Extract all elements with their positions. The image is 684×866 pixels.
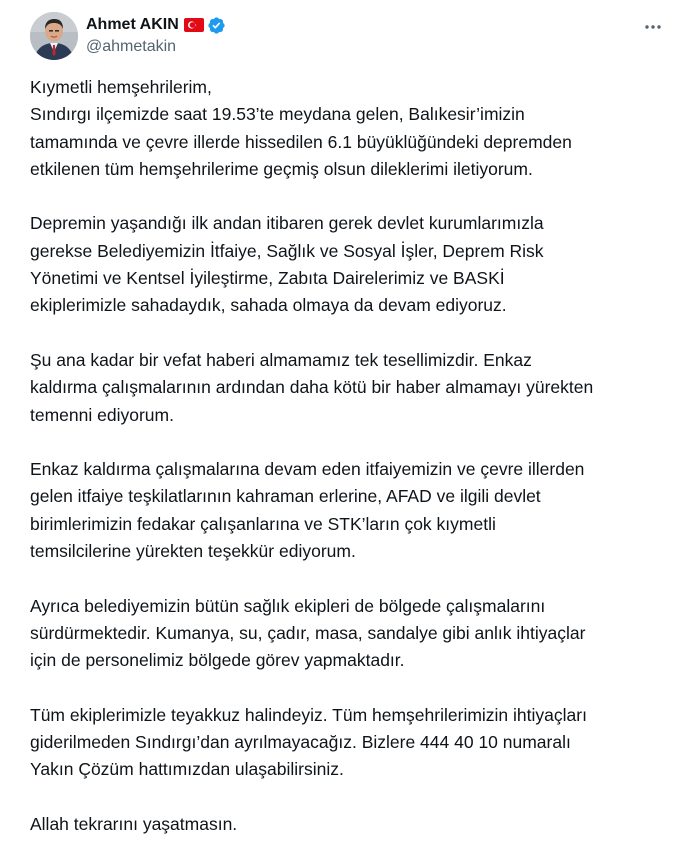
avatar-portrait-icon <box>30 12 78 60</box>
tweet-paragraph <box>30 811 670 838</box>
text-line: Ayrıca belediyemizin bütün sağlık ekipleri de bölgede çalışmalarını <box>30 595 546 616</box>
text-line: tamamında ve çevre illerde hissedilen 6.1 büyüklüğündeki depremden <box>30 131 572 152</box>
tweet-paragraph <box>30 74 670 183</box>
verified-badge-icon[interactable] <box>207 16 226 35</box>
tweet-paragraph <box>30 210 670 319</box>
tweet-paragraph <box>30 593 670 675</box>
text-line: Allah tekrarını yaşatmasın. <box>30 814 238 835</box>
turkey-flag-icon <box>184 18 204 32</box>
text-line: Şu ana kadar bir vefat haberi almamamız tek tesellimizdir. Enkaz <box>30 349 532 370</box>
text-line: ekiplerimizle sahadaydık, sahada olmaya da devam ediyoruz. <box>30 295 507 316</box>
text-line: giderilmeden Sındırgı’dan ayrılmayacağız. Bizlere 444 40 10 numaralı <box>30 732 571 753</box>
author-display-name[interactable]: Ahmet AKIN <box>86 16 179 33</box>
text-line: sürdürmektedir. Kumanya, su, çadır, masa, sandalye gibi anlık ihtiyaçlar <box>30 622 586 643</box>
author-names <box>86 14 226 56</box>
text-line: temsilcilerine yürekten teşekkür ediyorum. <box>30 541 356 562</box>
text-line: gerekse Belediyemizin İtfaiye, Sağlık ve Sosyal İşler, Deprem Risk <box>30 240 544 261</box>
text-line: Sındırgı ilçemizde saat 19.53’te meydana gelen, Balıkesir’imizin <box>30 104 525 125</box>
text-line: gelen itfaiye teşkilatlarının kahraman erlerine, AFAD ve ilgili devlet <box>30 486 541 507</box>
tweet-paragraph <box>30 702 670 784</box>
display-name-row <box>86 14 226 36</box>
text-line: temenni ediyorum. <box>30 404 174 425</box>
tweet-text <box>30 74 670 866</box>
text-line: Depremin yaşandığı ilk andan itibaren gerek devlet kurumlarımızla <box>30 213 544 234</box>
author-handle[interactable]: @ahmetakin <box>86 38 177 55</box>
text-line: Yönetimi ve Kentsel İyileştirme, Zabıta Dairelerimiz ve BASKİ <box>30 268 505 289</box>
tweet-paragraph <box>30 456 670 565</box>
tweet-header <box>30 12 670 62</box>
text-line: Enkaz kaldırma çalışmalarına devam eden itfaiyemizin ve çevre illerden <box>30 459 585 480</box>
text-line: Yakın Çözüm hattımızdan ulaşabilirsiniz. <box>30 759 344 780</box>
text-line: için de personelimiz bölgede görev yapmaktadır. <box>30 650 405 671</box>
text-line: Kıymetli hemşehrilerim, <box>30 77 212 97</box>
avatar[interactable] <box>30 12 78 60</box>
more-options-icon <box>643 17 663 37</box>
text-line: Tüm ekiplerimizle teyakkuz halindeyiz. Tüm hemşehrilerimizin ihtiyaçları <box>30 704 587 725</box>
tweet-paragraph <box>30 347 670 429</box>
text-line: kaldırma çalışmalarının ardından daha kötü bir haber almamayı yürekten <box>30 377 594 398</box>
text-line: etkilenen tüm hemşehrilerime geçmiş olsun dileklerimi iletiyorum. <box>30 158 533 179</box>
text-line: birimlerimizin fedakar çalışanlarına ve STK’ların çok kıymetli <box>30 513 496 534</box>
more-options-button[interactable] <box>636 12 670 42</box>
